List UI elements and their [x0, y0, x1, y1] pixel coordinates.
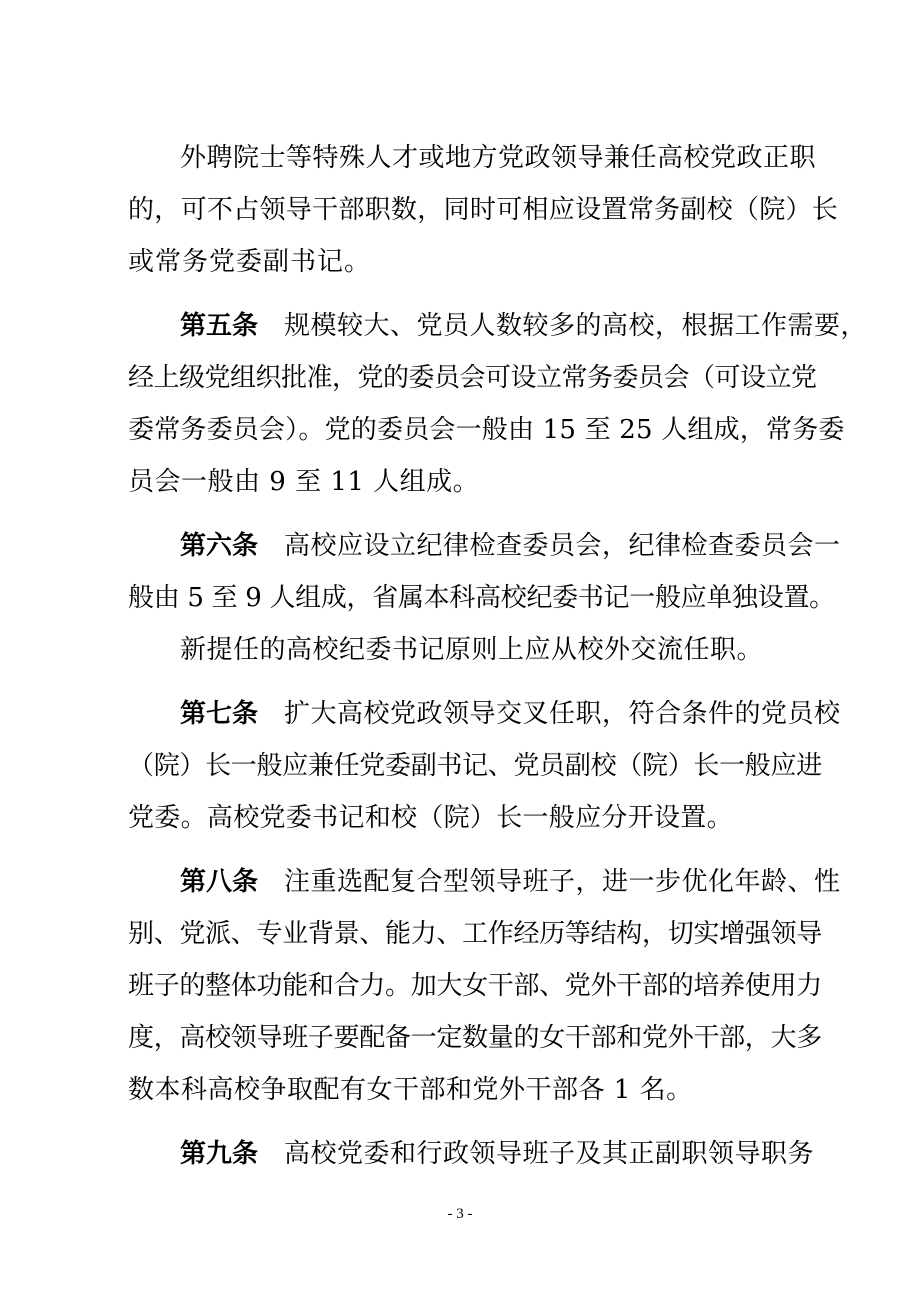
article-heading: 第九条 — [180, 1139, 259, 1169]
line-text: 的，可不占领导干部职数，同时可相应设置常务副校（院）长 — [128, 195, 839, 225]
line-text: （院）长一般应兼任党委副书记、党员副校（院）长一般应进 — [128, 751, 822, 781]
article-heading: 第八条 — [180, 867, 259, 897]
paragraph-1-line-2 — [0, 404, 920, 456]
line-text: 注重选配复合型领导班子，进一步优化年龄、性 — [284, 867, 841, 897]
paragraph-1-line-3 — [0, 456, 920, 508]
paragraph-6-line-0 — [0, 1128, 920, 1180]
paragraph-4-line-2 — [0, 792, 920, 844]
line-text: 外聘院士等特殊人才或地方党政领导兼任高校党政正职 — [180, 143, 817, 173]
paragraph-2-line-1 — [0, 572, 920, 624]
paragraph-0-line-2 — [0, 236, 920, 288]
line-text: 新提任的高校纪委书记原则上应从校外交流任职。 — [180, 635, 764, 665]
paragraph-5-line-1 — [0, 908, 920, 960]
line-text: 党委。高校党委书记和校（院）长一般应分开设置。 — [128, 803, 733, 833]
line-text: 经上级党组织批准，党的委员会可设立常务委员会（可设立党 — [128, 363, 817, 393]
article-heading: 第六条 — [180, 531, 259, 561]
line-text: 高校党委和行政领导班子及其正副职领导职务 — [284, 1139, 815, 1169]
line-text: 别、党派、专业背景、能力、工作经历等结构，切实增强领导 — [128, 919, 822, 949]
line-text: 高校应设立纪律检查委员会，纪律检查委员会一 — [284, 531, 841, 561]
paragraph-4-line-0 — [0, 688, 920, 740]
line-text: 员会一般由 9 至 11 人组成。 — [128, 467, 480, 497]
article-heading: 第五条 — [180, 311, 259, 341]
paragraph-1-line-0 — [0, 300, 920, 352]
page-number: - 3 - — [447, 1206, 473, 1222]
paragraph-5-line-3 — [0, 1012, 920, 1064]
line-text: 数本科高校争取配有女干部和党外干部各 1 名。 — [128, 1075, 693, 1105]
paragraph-1-line-1 — [0, 352, 920, 404]
paragraph-3-line-0 — [0, 624, 920, 676]
paragraph-0-line-0 — [0, 132, 920, 184]
article-heading: 第七条 — [180, 699, 259, 729]
line-text: 委常务委员会）。党的委员会一般由 15 至 25 人组成，常务委 — [128, 415, 845, 445]
line-text: 或常务党委副书记。 — [128, 247, 372, 277]
line-text: 扩大高校党政领导交叉任职，符合条件的党员校 — [284, 699, 841, 729]
line-text: 般由 5 至 9 人组成，省属本科高校纪委书记一般应单独设置。 — [128, 583, 835, 613]
paragraph-5-line-2 — [0, 960, 920, 1012]
line-text: 度，高校领导班子要配备一定数量的女干部和党外干部，大多 — [128, 1023, 822, 1053]
paragraph-0-line-1 — [0, 184, 920, 236]
paragraph-2-line-0 — [0, 520, 920, 572]
paragraph-5-line-0 — [0, 856, 920, 908]
paragraph-4-line-1 — [0, 740, 920, 792]
paragraph-5-line-4 — [0, 1064, 920, 1116]
line-text: 规模较大、党员人数较多的高校，根据工作需要， — [284, 311, 868, 341]
line-text: 班子的整体功能和合力。加大女干部、党外干部的培养使用力 — [128, 971, 822, 1001]
